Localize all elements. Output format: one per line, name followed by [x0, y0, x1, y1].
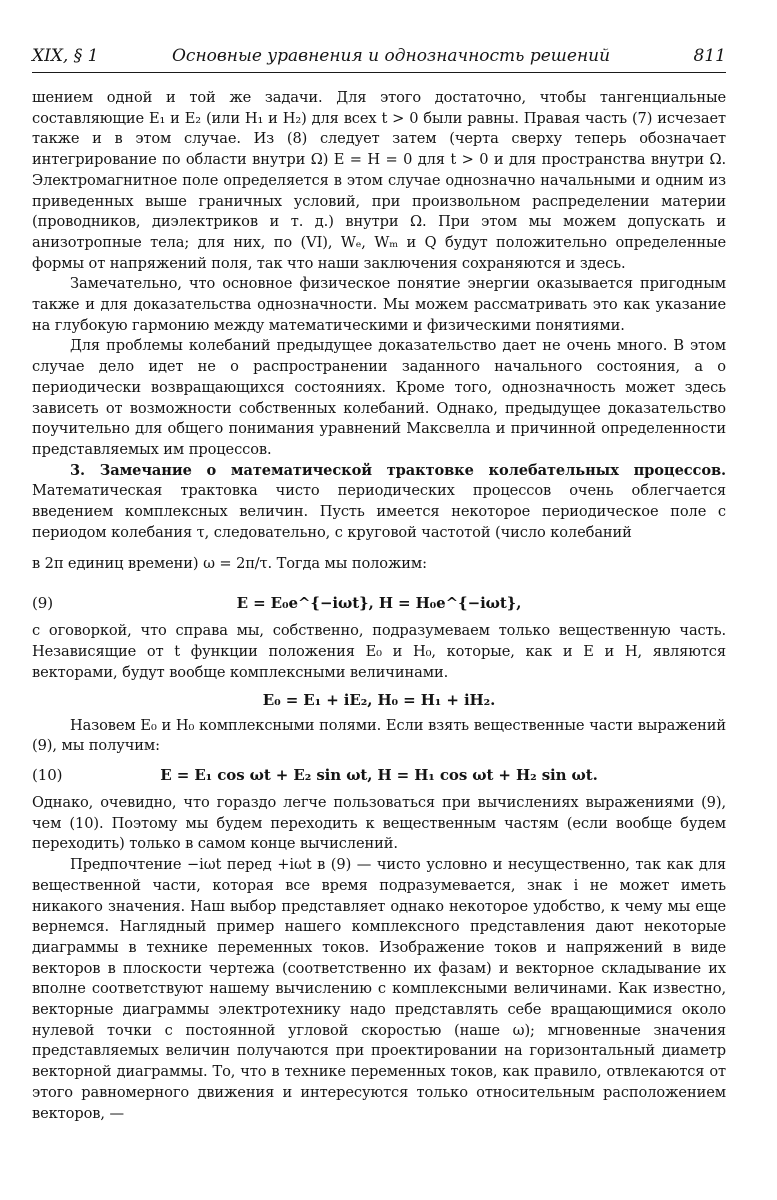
paragraph-1: шением одной и той же задачи. Для этого достаточно, чтобы тангенциальные составляющие E₁ и E₂ (или H₁ и H₂) для всех t > 0 были равны. Правая часть (7) исчезает также и в этом случае. Из (8) следует затем (черта сверху теперь обозначает интегрирование по области внутри Ω) E = H = 0 для t > 0 и для пространства внутри Ω. Электромагнитное поле определяется в этом случае однозначно начальными и одним из приведенных выше граничных условий, при произвольном распределении материи (проводников, диэлектриков и т. д.) внутри Ω. При этом мы можем допускать и анизотропные тела; для них, по (VI), Wₑ, Wₘ и Q будут положительно определенные формы от напряжений поля, так что наши заключения сохраняются и здесь. [32, 89, 726, 272]
paragraph-after-eq9: с оговоркой, что справа мы, собственно, подразумеваем только вещественную часть. Независящие от t функции положения E₀ и H₀, которые, как и E и H, являются векторами, будут вообще комплексными величинами. [32, 622, 726, 681]
frequency-line: в 2π единиц времени) ω = 2π/τ. Тогда мы положим: [32, 555, 428, 573]
equation-10-number: (10) [32, 765, 63, 784]
paragraph-3: Для проблемы колебаний предыдущее доказательство дает не очень много. В этом случае дело идет не о распространении заданного начального состояния, а о периодически возвращающихся состояниях. Кроме того, однозначность может здесь зависеть от возможности собственных колебаний. Однако, предыдущее доказательство поучительно для общего понимания уравнений Максвелла и причинной определенности представляемых им процессов. [32, 337, 726, 458]
page-number: 811 [693, 46, 726, 66]
header-title: Основные уравнения и однозначность решений [172, 46, 611, 66]
running-header [32, 42, 726, 73]
paragraph-before-eq10: Назовем E₀ и H₀ комплексными полями. Если взять вещественные части выражений (9), мы получим: [32, 716, 726, 755]
equation-9 [32, 585, 726, 621]
section-3-text: Математическая трактовка чисто периодических процессов очень облегчается введением комплексных величин. Пусть имеется некоторое периодическое поле с периодом колебания τ, следовательно, с круговой частотой (число колебаний [32, 482, 726, 541]
section-3-heading: 3. Замечание о математической трактовке колебательных процессов. [70, 461, 726, 479]
page-body [32, 88, 726, 1124]
equation-9-number: (9) [32, 594, 53, 613]
equation-10-formula: E = E₁ cos ωt + E₂ sin ωt, H = H₁ cos ωt + H₂ sin ωt. [160, 765, 598, 784]
chapter-section-label: XIX, § 1 [32, 46, 99, 66]
section-3-paragraph [32, 461, 726, 544]
paragraph-last: Предпочтение −iωt перед +iωt в (9) — чисто условно и несущественно, так как для вещественной части, которая все время подразумевается, знак i не может иметь никакого значения. Наш выбор представляет однако некоторое удобство, к чему мы еще вернемся. Наглядный пример нашего комплексного представления дают некоторые диаграммы в технике переменных токов. Изображение токов и напряжений в виде векторов в плоскости чертежа (соответственно их фазам) и векторное складывание их вполне соответствуют нашему вычислению с комплексными величинами. Как известно, векторные диаграммы электротехнику надо представлять себе вращающимися около нулевой точки с постоянной угловой скоростью (наше ω); мгновенные значения представляемых величин получаются при проектировании на горизонтальный диаметр векторной диаграммы. То, что в технике переменных токов, как правило, отвлекаются от этого равномерного движения и интересуются только относительным расположением векторов, — [32, 856, 726, 1122]
paragraph-2: Замечательно, что основное физическое понятие энергии оказывается пригодным также и для доказательства однозначности. Мы можем рассматривать это как указание на глубокую гармонию между математическими и физическими понятиями. [32, 275, 726, 334]
paragraph-after-eq10: Однако, очевидно, что гораздо легче пользоваться при вычислениях выражениями (9), чем (10). Поэтому мы будем переходить к вещественным частям (если вообще будем переходить) только в самом конце вычислений. [32, 793, 726, 853]
equation-complex-formula: E₀ = E₁ + iE₂, H₀ = H₁ + iH₂. [262, 690, 496, 709]
equation-9-formula: E = E₀e^{−iωt}, H = H₀e^{−iωt}, [236, 594, 522, 613]
equation-10 [32, 757, 726, 793]
equation-complex-fields [32, 684, 726, 716]
